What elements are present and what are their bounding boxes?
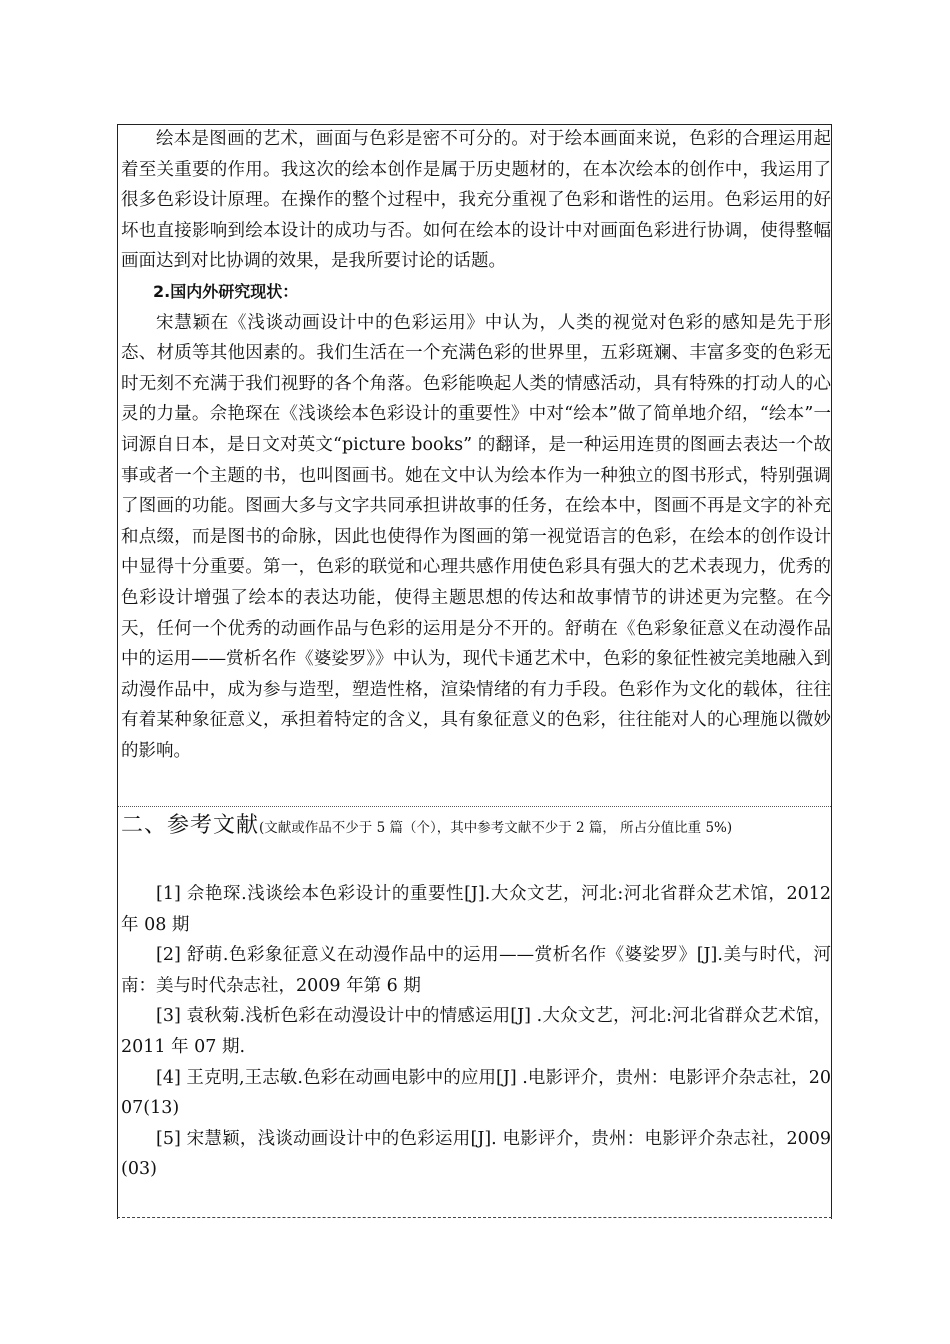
references-note: (文献或作品不少于 5 篇（个），其中参考文献不少于 2 篇， 所占分值比重 5%) [259,820,733,836]
reference-item: [2] 舒萌.色彩象征意义在动漫作品中的运用——赏析名作《婆娑罗》[J].美与时代，河南：美与时代杂志社，2009 年第 6 期 [121,945,831,996]
reference-item: [4] 王克明,王志敏.色彩在动画电影中的应用[J] .电影评介，贵州：电影评介杂志社，2007(13) [121,1067,831,1119]
references-cell [118,807,831,1185]
background-paragraph: 绘本是图画的艺术，画面与色彩是密不可分的。对于绘本画面来说，色彩的合理运用起着至关重要的作用。我这次的绘本创作是属于历史题材的，在本次绘本的创作中，我运用了很多色彩设计原理。在操作的整个过程中，我充分重视了色彩和谐性的运用。色彩运用的好坏也直接影响到绘本设计的成功与否。如何在绘本的设计中对画面色彩进行协调，使得整幅画面达到对比协调的效果，是我所要讨论的话题。 [121,129,831,272]
references-heading [121,813,831,841]
research-status-paragraph: 宋慧颖在《浅谈动画设计中的色彩运用》中认为，人类的视觉对色彩的感知是先于形态、材质等其他因素的。我们生活在一个充满色彩的世界里，五彩斑斓、丰富多变的色彩无时无刻不充满于我们视野的各个角落。色彩能唤起人类的情感活动，具有特殊的打动人的心灵的力量。佘艳琛在《浅谈绘本色彩设计的重要性》中对“绘本”做了简单地介绍，“绘本”一词源自日本，是日文对英文“picture books” 的翻译，是一种运用连贯的图画去表达一个故事或者一个主题的书，也叫图画书。她在文中认为绘本作为一种独立的图书形式，特别强调了图画的功能。图画大多与文字共同承担讲故事的任务，在绘本中，图画不再是文字的补充和点缀，而是图书的命脉，因此也使得作为图画的第一视觉语言的色彩，在绘本的创作设计中显得十分重要。第一，色彩的联觉和心理共感作用使色彩具有强大的艺术表现力，优秀的色彩设计增强了绘本的表达功能，使得主题思想的传达和故事情节的讲述更为完整。在今天，任何一个优秀的动画作品与色彩的运用是分不开的。舒萌在《色彩象征意义在动漫作品中的运用——赏析名作《婆娑罗》》中认为，现代卡通艺术中，色彩的象征性被完美地融入到动漫作品中，成为参与造型，塑造性格，渲染情绪的有力手段。色彩作为文化的载体，往往有着某种象征意义，承担着特定的含义，具有象征意义的色彩，往往能对人的心理施以微妙的影响。 [121,312,831,761]
spacer [121,841,831,879]
reference-item: [1] 佘艳琛.浅谈绘本色彩设计的重要性[J].大众文艺，河北:河北省群众艺术馆，2012 年 08 期 [121,884,831,935]
references-title: 二、参考文献 [121,813,260,838]
reference-item: [5] 宋慧颖，浅谈动画设计中的色彩运用[J]. 电影评介，贵州：电影评介杂志社，2009(03) [121,1128,831,1180]
research-status-heading: 2.国内外研究现状： [153,281,299,301]
table-bottom-border [117,1217,832,1218]
research-background-cell [118,124,831,766]
reference-item: [3] 袁秋菊.浅析色彩在动漫设计中的情感运用[J] .大众文艺，河北:河北省群众艺术馆，2011 年 07 期. [121,1006,831,1057]
